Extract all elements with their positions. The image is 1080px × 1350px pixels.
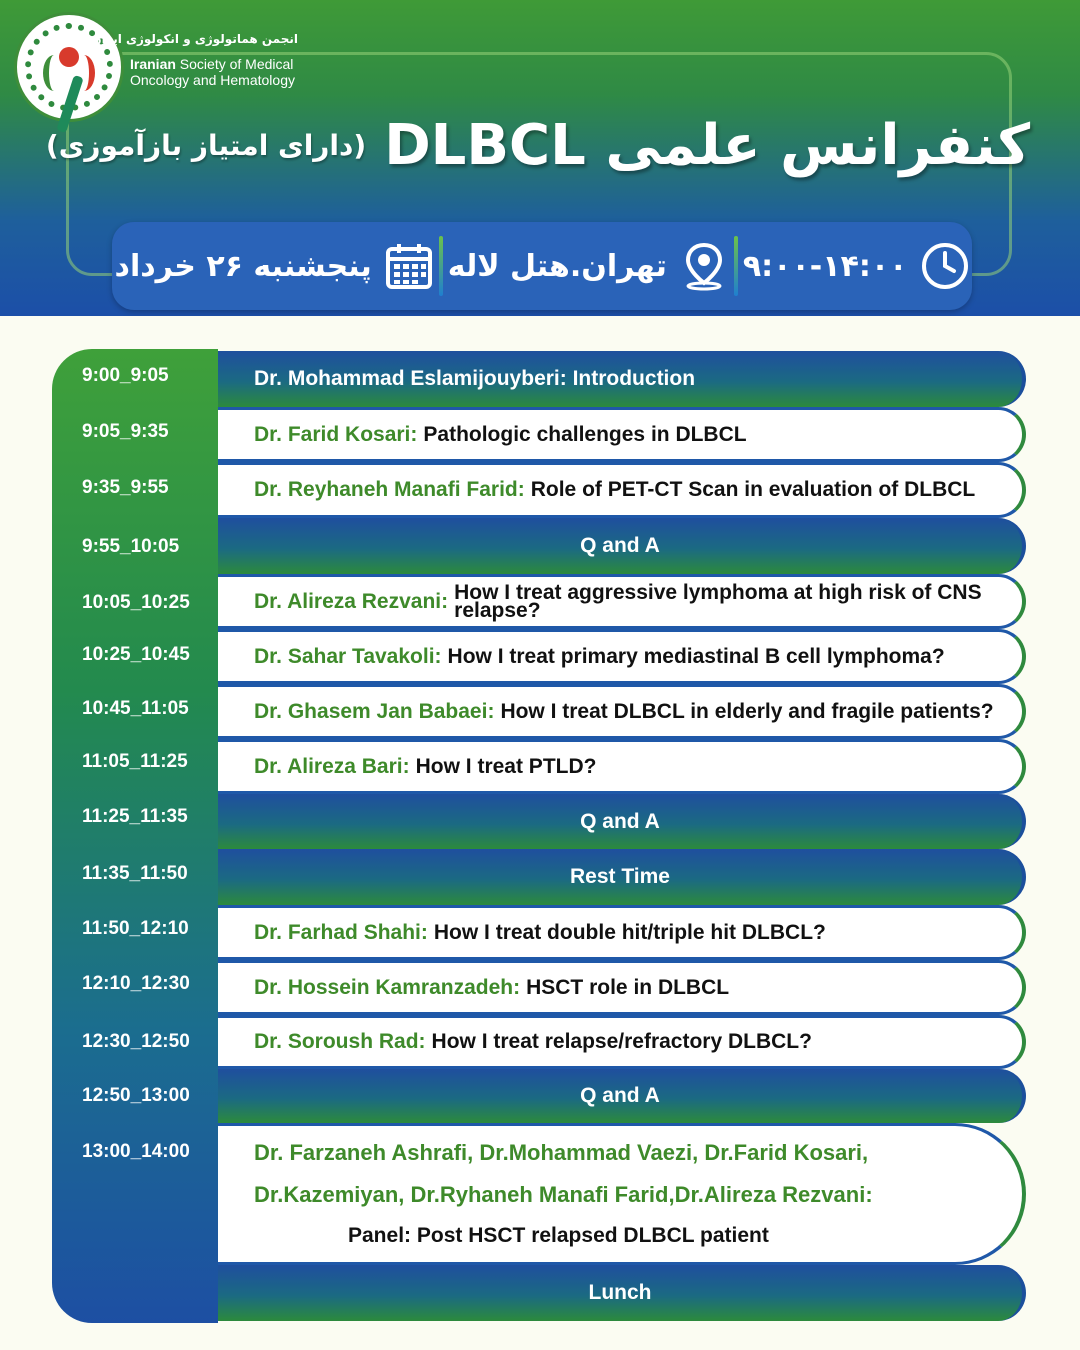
- time-slot: 12:50_13:00: [82, 1085, 190, 1106]
- session-row: [218, 739, 1026, 794]
- session-topic: Rest Time: [570, 865, 670, 888]
- event-subtitle: (دارای امتیاز بازآموزی): [45, 128, 367, 162]
- event-location: تهران.هتل لاله: [448, 241, 729, 291]
- panel-speakers-line-1: Dr. Farzaneh Ashrafi, Dr.Mohammad Vaezi, Dr.Farid Kosari,: [254, 1140, 869, 1165]
- session-row: [218, 960, 1026, 1015]
- session-row: [218, 684, 1026, 739]
- info-divider: [734, 236, 738, 296]
- qa-break-row: [218, 794, 1026, 849]
- event-info-bar: [112, 222, 972, 310]
- time-slot: 11:05_11:25: [82, 751, 188, 772]
- event-date: پنجشنبه ۲۶ خرداد: [115, 241, 434, 291]
- clock-icon: [920, 241, 970, 291]
- lunch-break-row: [218, 1265, 1026, 1321]
- time-column: [52, 349, 218, 1323]
- time-slot: 10:05_10:25: [82, 592, 190, 613]
- session-speaker: Dr. Farid Kosari:: [254, 422, 418, 446]
- session-speaker: Dr. Farhad Shahi:: [254, 920, 428, 944]
- session-speaker: Dr. Alireza Rezvani:: [254, 589, 449, 613]
- time-slot: 9:00_9:05: [82, 365, 169, 386]
- session-speaker: Dr. Sahar Tavakoli:: [254, 644, 442, 668]
- panel-title: Panel: Post HSCT relapsed DLBCL patient: [348, 1224, 769, 1247]
- event-title: کنفرانس علمی DLBCL: [384, 112, 1031, 178]
- session-topic: How I treat relapse/refractory DLBCL?: [431, 1030, 812, 1053]
- org-name-english: Iranian Society of Medical Oncology and Hematology: [130, 56, 295, 88]
- session-topic: How I treat DLBCL in elderly and fragile patients?: [500, 699, 994, 723]
- rest-break-row: [218, 849, 1026, 905]
- org-name-persian: انجمن هماتولوژی و انکولوژی ایران: [91, 32, 298, 46]
- time-slot: 9:55_10:05: [82, 536, 180, 557]
- location-pin-icon: [679, 241, 729, 291]
- session-speaker: Dr. Soroush Rad:: [254, 1030, 426, 1053]
- session-speaker: Dr. Mohammad Eslamijouyberi: Introduction: [254, 367, 696, 390]
- session-topic: Pathologic challenges in DLBCL: [423, 422, 747, 446]
- time-slot: 13:00_14:00: [82, 1141, 190, 1162]
- qa-break-row: [218, 1069, 1026, 1123]
- session-speaker: Dr. Hossein Kamranzadeh:: [254, 975, 521, 999]
- session-speaker: Dr. Ghasem Jan Babaei:: [254, 699, 495, 723]
- qa-break-row: [218, 518, 1026, 574]
- session-topic: How I treat aggressive lymphoma at high risk of CNS relapse?: [454, 580, 982, 622]
- session-topic: How I treat PTLD?: [415, 754, 597, 778]
- session-row: [218, 351, 1026, 407]
- session-topic: Q and A: [580, 534, 660, 557]
- session-row: [218, 462, 1026, 518]
- time-slot: 11:50_12:10: [82, 918, 189, 939]
- session-row: [218, 407, 1026, 462]
- time-slot: 10:45_11:05: [82, 698, 189, 719]
- time-slot: 9:35_9:55: [82, 477, 169, 498]
- session-row: [218, 629, 1026, 684]
- session-topic: Lunch: [588, 1281, 652, 1304]
- session-topic: How I treat double hit/triple hit DLBCL?: [433, 920, 826, 944]
- session-speaker: Dr. Reyhaneh Manafi Farid:: [254, 478, 525, 501]
- session-topic: Role of PET-CT Scan in evaluation of DLBCL: [530, 478, 976, 501]
- panel-session-row: [218, 1123, 1026, 1265]
- time-slot: 9:05_9:35: [82, 421, 169, 442]
- time-slot: 10:25_10:45: [82, 644, 190, 665]
- event-header: [0, 0, 1080, 316]
- calendar-icon: [384, 241, 434, 291]
- info-divider: [439, 236, 443, 296]
- session-topic: Q and A: [580, 809, 660, 833]
- session-row: [218, 574, 1026, 629]
- session-topic: Q and A: [580, 1084, 660, 1107]
- time-slot: 12:10_12:30: [82, 973, 190, 994]
- session-topic: How I treat primary mediastinal B cell lymphoma?: [447, 644, 945, 668]
- program-schedule: [52, 349, 1028, 1323]
- panel-speakers-line-2: Dr.Kazemiyan, Dr.Ryhaneh Manafi Farid,Dr.Alireza Rezvani:: [254, 1182, 873, 1207]
- time-slot: 12:30_12:50: [82, 1031, 190, 1052]
- time-slot: 11:25_11:35: [82, 806, 188, 827]
- session-row: [218, 905, 1026, 960]
- session-row: [218, 1015, 1026, 1069]
- time-slot: 11:35_11:50: [82, 863, 188, 884]
- event-time: ۹:۰۰-۱۴:۰۰: [743, 241, 970, 291]
- event-title-block: [45, 100, 1031, 190]
- session-topic: HSCT role in DLBCL: [526, 975, 730, 999]
- session-speaker: Dr. Alireza Bari:: [254, 754, 410, 778]
